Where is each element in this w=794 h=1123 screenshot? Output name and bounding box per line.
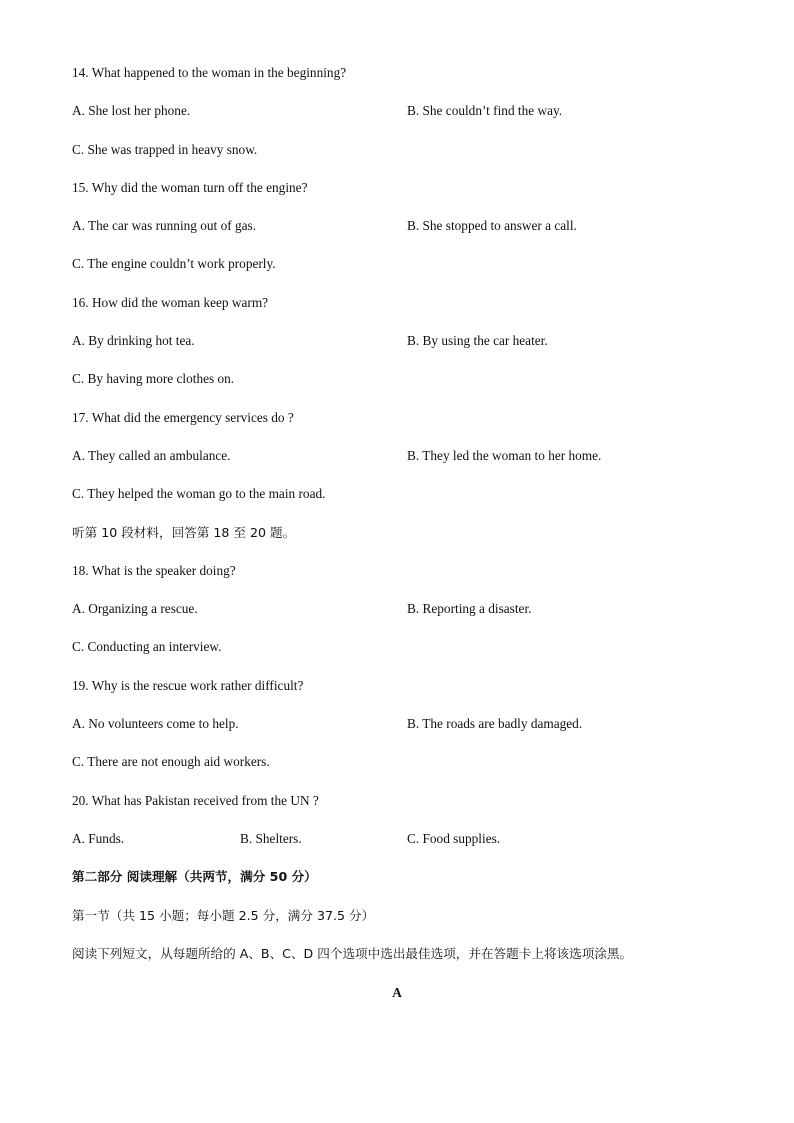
q19-option-b: B. The roads are badly damaged. bbox=[407, 716, 583, 731]
q19-option-a: A. No volunteers come to help. bbox=[72, 716, 239, 731]
q17-option-b: B. They led the woman to her home. bbox=[407, 448, 602, 463]
q14-option-c: C. She was trapped in heavy snow. bbox=[72, 142, 258, 157]
q15-option-c: C. The engine couldn’t work properly. bbox=[72, 256, 276, 271]
passage-label: A bbox=[392, 985, 402, 1000]
q20-option-a: A. Funds. bbox=[72, 831, 125, 846]
q19-option-c: C. There are not enough aid workers. bbox=[72, 754, 270, 769]
q16-option-a: A. By drinking hot tea. bbox=[72, 333, 195, 348]
q17-option-a: A. They called an ambulance. bbox=[72, 448, 231, 463]
q16-option-c: C. By having more clothes on. bbox=[72, 371, 235, 386]
q18-option-b: B. Reporting a disaster. bbox=[407, 601, 532, 616]
q15-option-a: A. The car was running out of gas. bbox=[72, 218, 257, 233]
question-17: 17. What did the emergency services do ? bbox=[72, 410, 294, 425]
part2-section1: 第一节（共 15 小题；每小题 2.5 分，满分 37.5 分） bbox=[72, 908, 375, 923]
q17-option-c: C. They helped the woman go to the main road. bbox=[72, 486, 326, 501]
listening-section-instruction: 听第 10 段材料，回答第 18 至 20 题。 bbox=[72, 525, 296, 540]
q14-option-b: B. She couldn’t find the way. bbox=[407, 103, 563, 118]
part2-instruction: 阅读下列短文，从每题所给的 A、B、C、D 四个选项中选出最佳选项，并在答题卡上将该选项涂黑。 bbox=[72, 946, 633, 961]
question-14: 14. What happened to the woman in the beginning? bbox=[72, 65, 347, 80]
q18-option-a: A. Organizing a rescue. bbox=[72, 601, 198, 616]
q20-option-b: B. Shelters. bbox=[240, 831, 302, 846]
q20-option-c: C. Food supplies. bbox=[407, 831, 501, 846]
part2-heading: 第二部分 阅读理解（共两节，满分 50 分） bbox=[72, 869, 317, 884]
q18-option-c: C. Conducting an interview. bbox=[72, 639, 222, 654]
q15-option-b: B. She stopped to answer a call. bbox=[407, 218, 577, 233]
question-16: 16. How did the woman keep warm? bbox=[72, 295, 269, 310]
question-20: 20. What has Pakistan received from the UN ? bbox=[72, 793, 319, 808]
question-19: 19. Why is the rescue work rather difficult? bbox=[72, 678, 304, 693]
q14-option-a: A. She lost her phone. bbox=[72, 103, 191, 118]
question-18: 18. What is the speaker doing? bbox=[72, 563, 236, 578]
q16-option-b: B. By using the car heater. bbox=[407, 333, 548, 348]
question-15: 15. Why did the woman turn off the engine? bbox=[72, 180, 308, 195]
